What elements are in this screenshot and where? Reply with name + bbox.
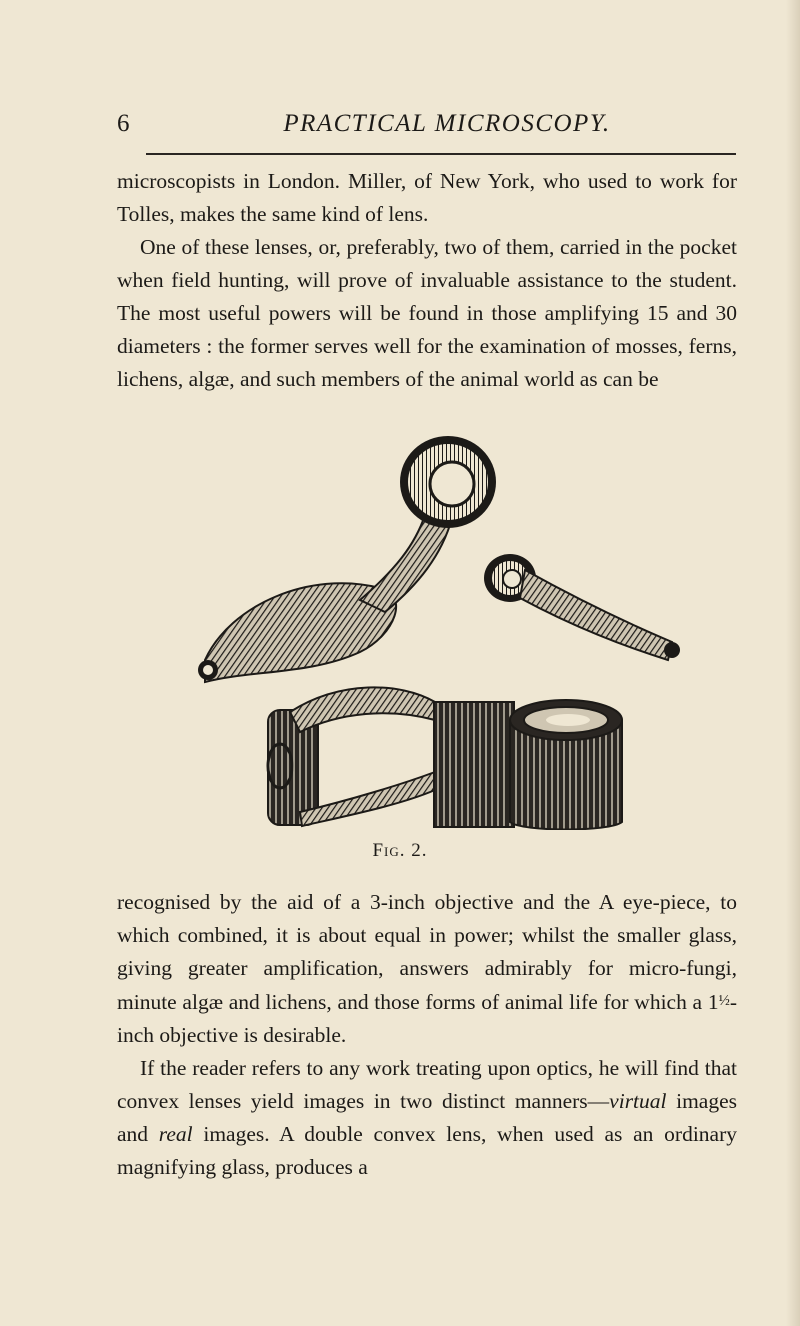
closed-magnifier-drawing: [268, 687, 622, 829]
paragraph-optics: [117, 1052, 737, 1184]
fraction-half: ½: [718, 993, 730, 1009]
header-rule: [146, 153, 736, 155]
figure-number: 2.: [411, 840, 428, 861]
figure-label: Fig.: [372, 840, 406, 861]
term-virtual: virtual: [609, 1089, 667, 1113]
figure-2-illustration: [190, 420, 690, 830]
page-number: 6: [117, 110, 130, 137]
text-span: recognised by the aid of a 3-inch objective and the A eye-piece, to which combined, it is about equal in power; whilst the smaller glass, giving greater amplification, answers admirably for micro-fungi, minute algæ and lichens, and those forms of animal life for which a 1: [117, 890, 737, 1014]
page-header: [117, 104, 737, 144]
paragraph-continuation: microscopists in London. Miller, of New York, who used to work for Tolles, makes the same kind of lens.: [117, 169, 737, 226]
folding-magnifier-engraving: [190, 420, 690, 830]
text-span: images and: [117, 1089, 737, 1146]
text-span: If the reader refers to any work treating upon optics, he will find that convex lenses yield images in two distinct manners—: [117, 1056, 737, 1113]
text-block-bottom: [117, 886, 737, 1184]
paragraph-lenses: One of these lenses, or, preferably, two of them, carried in the pocket when field hunting, will prove of invaluable assistance to the student. The most useful powers will be found in those amplifying 15 and 30 diameters : the former serves well for the examination of mosses, ferns, lichens, algæ, and such members of the animal world as can be: [117, 235, 737, 391]
open-magnifier-drawing: [198, 436, 680, 682]
text-span: -inch objective is desirable.: [117, 990, 737, 1047]
text-span: images. A double convex lens, when used as an ordinary magnifying glass, produces a: [117, 1122, 737, 1179]
running-title: PRACTICAL MICROSCOPY.: [283, 110, 611, 137]
paragraph-recognised: [117, 886, 737, 1052]
page-edge-shadow: [786, 0, 800, 1326]
text-block-top: [117, 165, 737, 396]
figure-caption: [0, 838, 800, 864]
term-real: real: [158, 1122, 193, 1146]
